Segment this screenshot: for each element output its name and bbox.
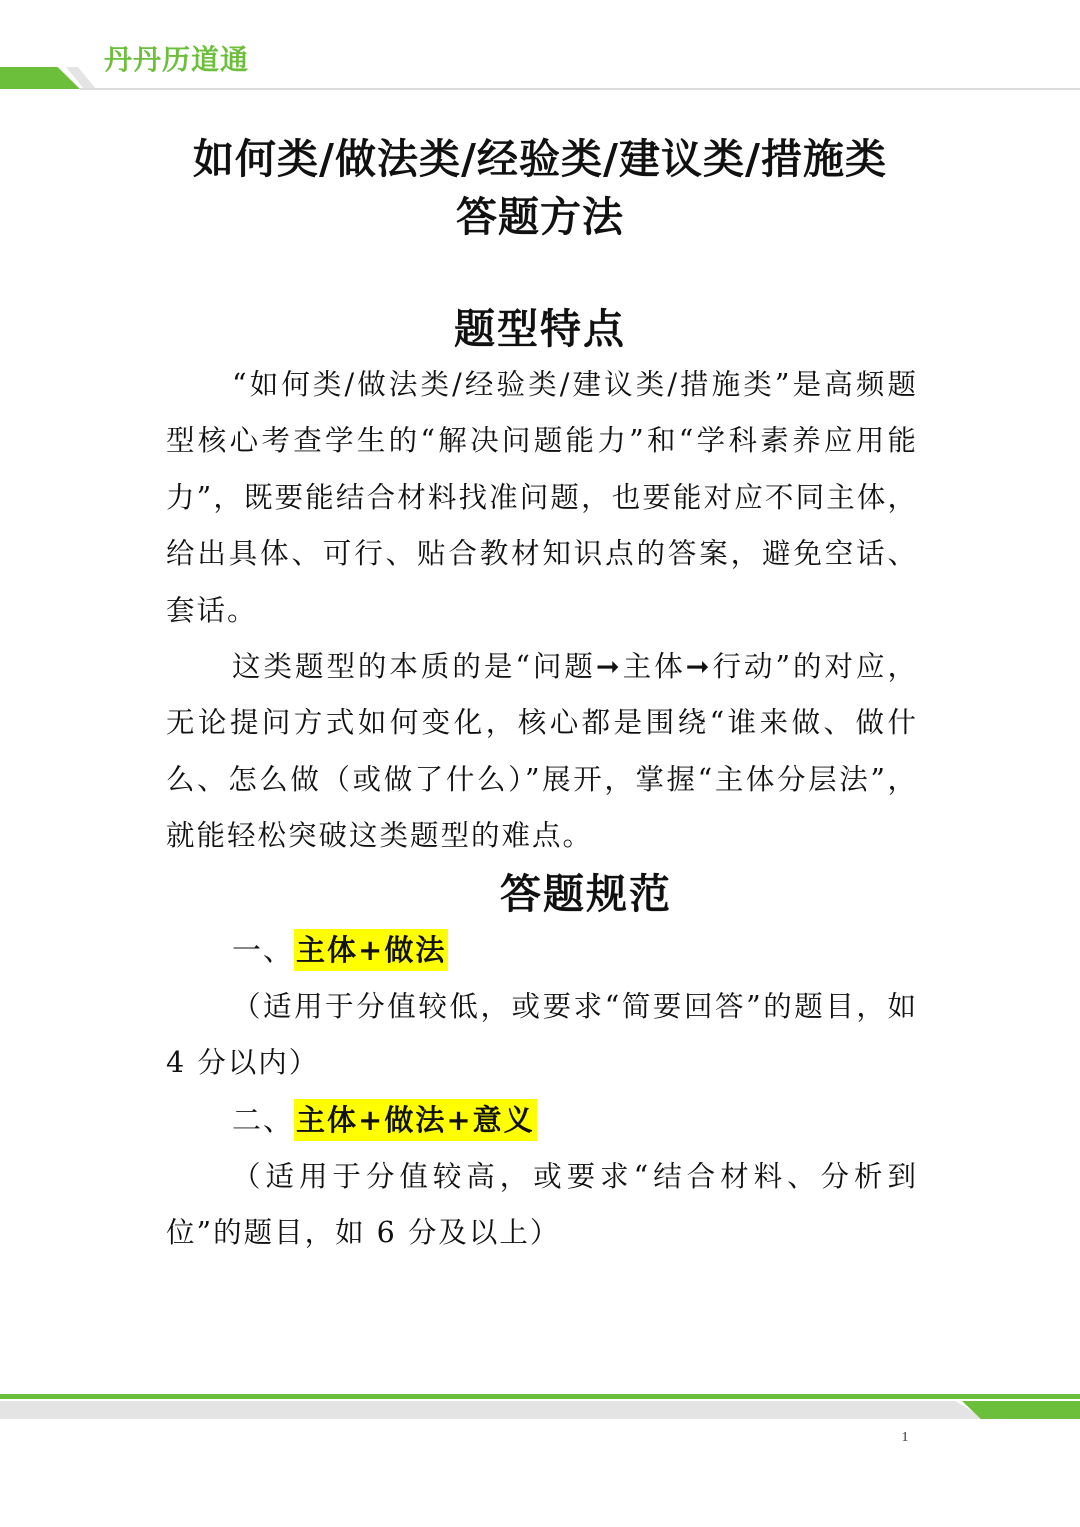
footer-green-rule [0, 1394, 1080, 1399]
footer-green-tab [962, 1401, 1080, 1419]
norm-item-1 [232, 922, 448, 978]
norm-item-1-prefix: 一、 [232, 933, 295, 967]
norm-item-2 [232, 1092, 537, 1148]
header-green-tab [0, 67, 80, 89]
features-paragraph-1: “如何类/做法类/经验类/建议类/措施类”是高频题型核心考查学生的“解决问题能力”和“学科素养应用能力”，既要能结合材料找准问题，也要能对应不同主体，给出具体、可行、贴合教材知识点的答案，避免空话、套话。 [166, 368, 918, 627]
document-title [100, 130, 980, 246]
norm-item-1-note: （适用于分值较低，或要求“简要回答”的题目，如 4 分以内） [166, 990, 918, 1080]
brand-logo-text: 丹丹历道通 [104, 43, 250, 76]
page-header [0, 0, 1080, 95]
features-paragraph-2: 这类题型的本质的是“问题➞主体➞行动”的对应，无论提问方式如何变化，核心都是围绕“谁来做、做什么、怎么做（或做了什么）”展开，掌握“主体分层法”，就能轻松突破这类题型的难点。 [166, 650, 918, 853]
page-number: 1 [901, 1430, 909, 1445]
title-line-2: 答题方法 [456, 193, 624, 241]
header-divider [80, 88, 1080, 90]
section-heading-features: 题型特点 [454, 305, 626, 353]
norm-item-2-note: （适用于分值较高，或要求“结合材料、分析到位”的题目，如 6 分及以上） [166, 1160, 918, 1250]
norm-item-2-prefix: 二、 [232, 1103, 295, 1137]
title-line-1: 如何类/做法类/经验类/建议类/措施类 [193, 135, 887, 183]
norm-item-2-label: 主体+做法+意义 [294, 1099, 537, 1141]
footer-gray-band [0, 1401, 985, 1419]
section-heading-norms: 答题规范 [500, 870, 672, 918]
norm-item-1-label: 主体+做法 [294, 929, 448, 971]
